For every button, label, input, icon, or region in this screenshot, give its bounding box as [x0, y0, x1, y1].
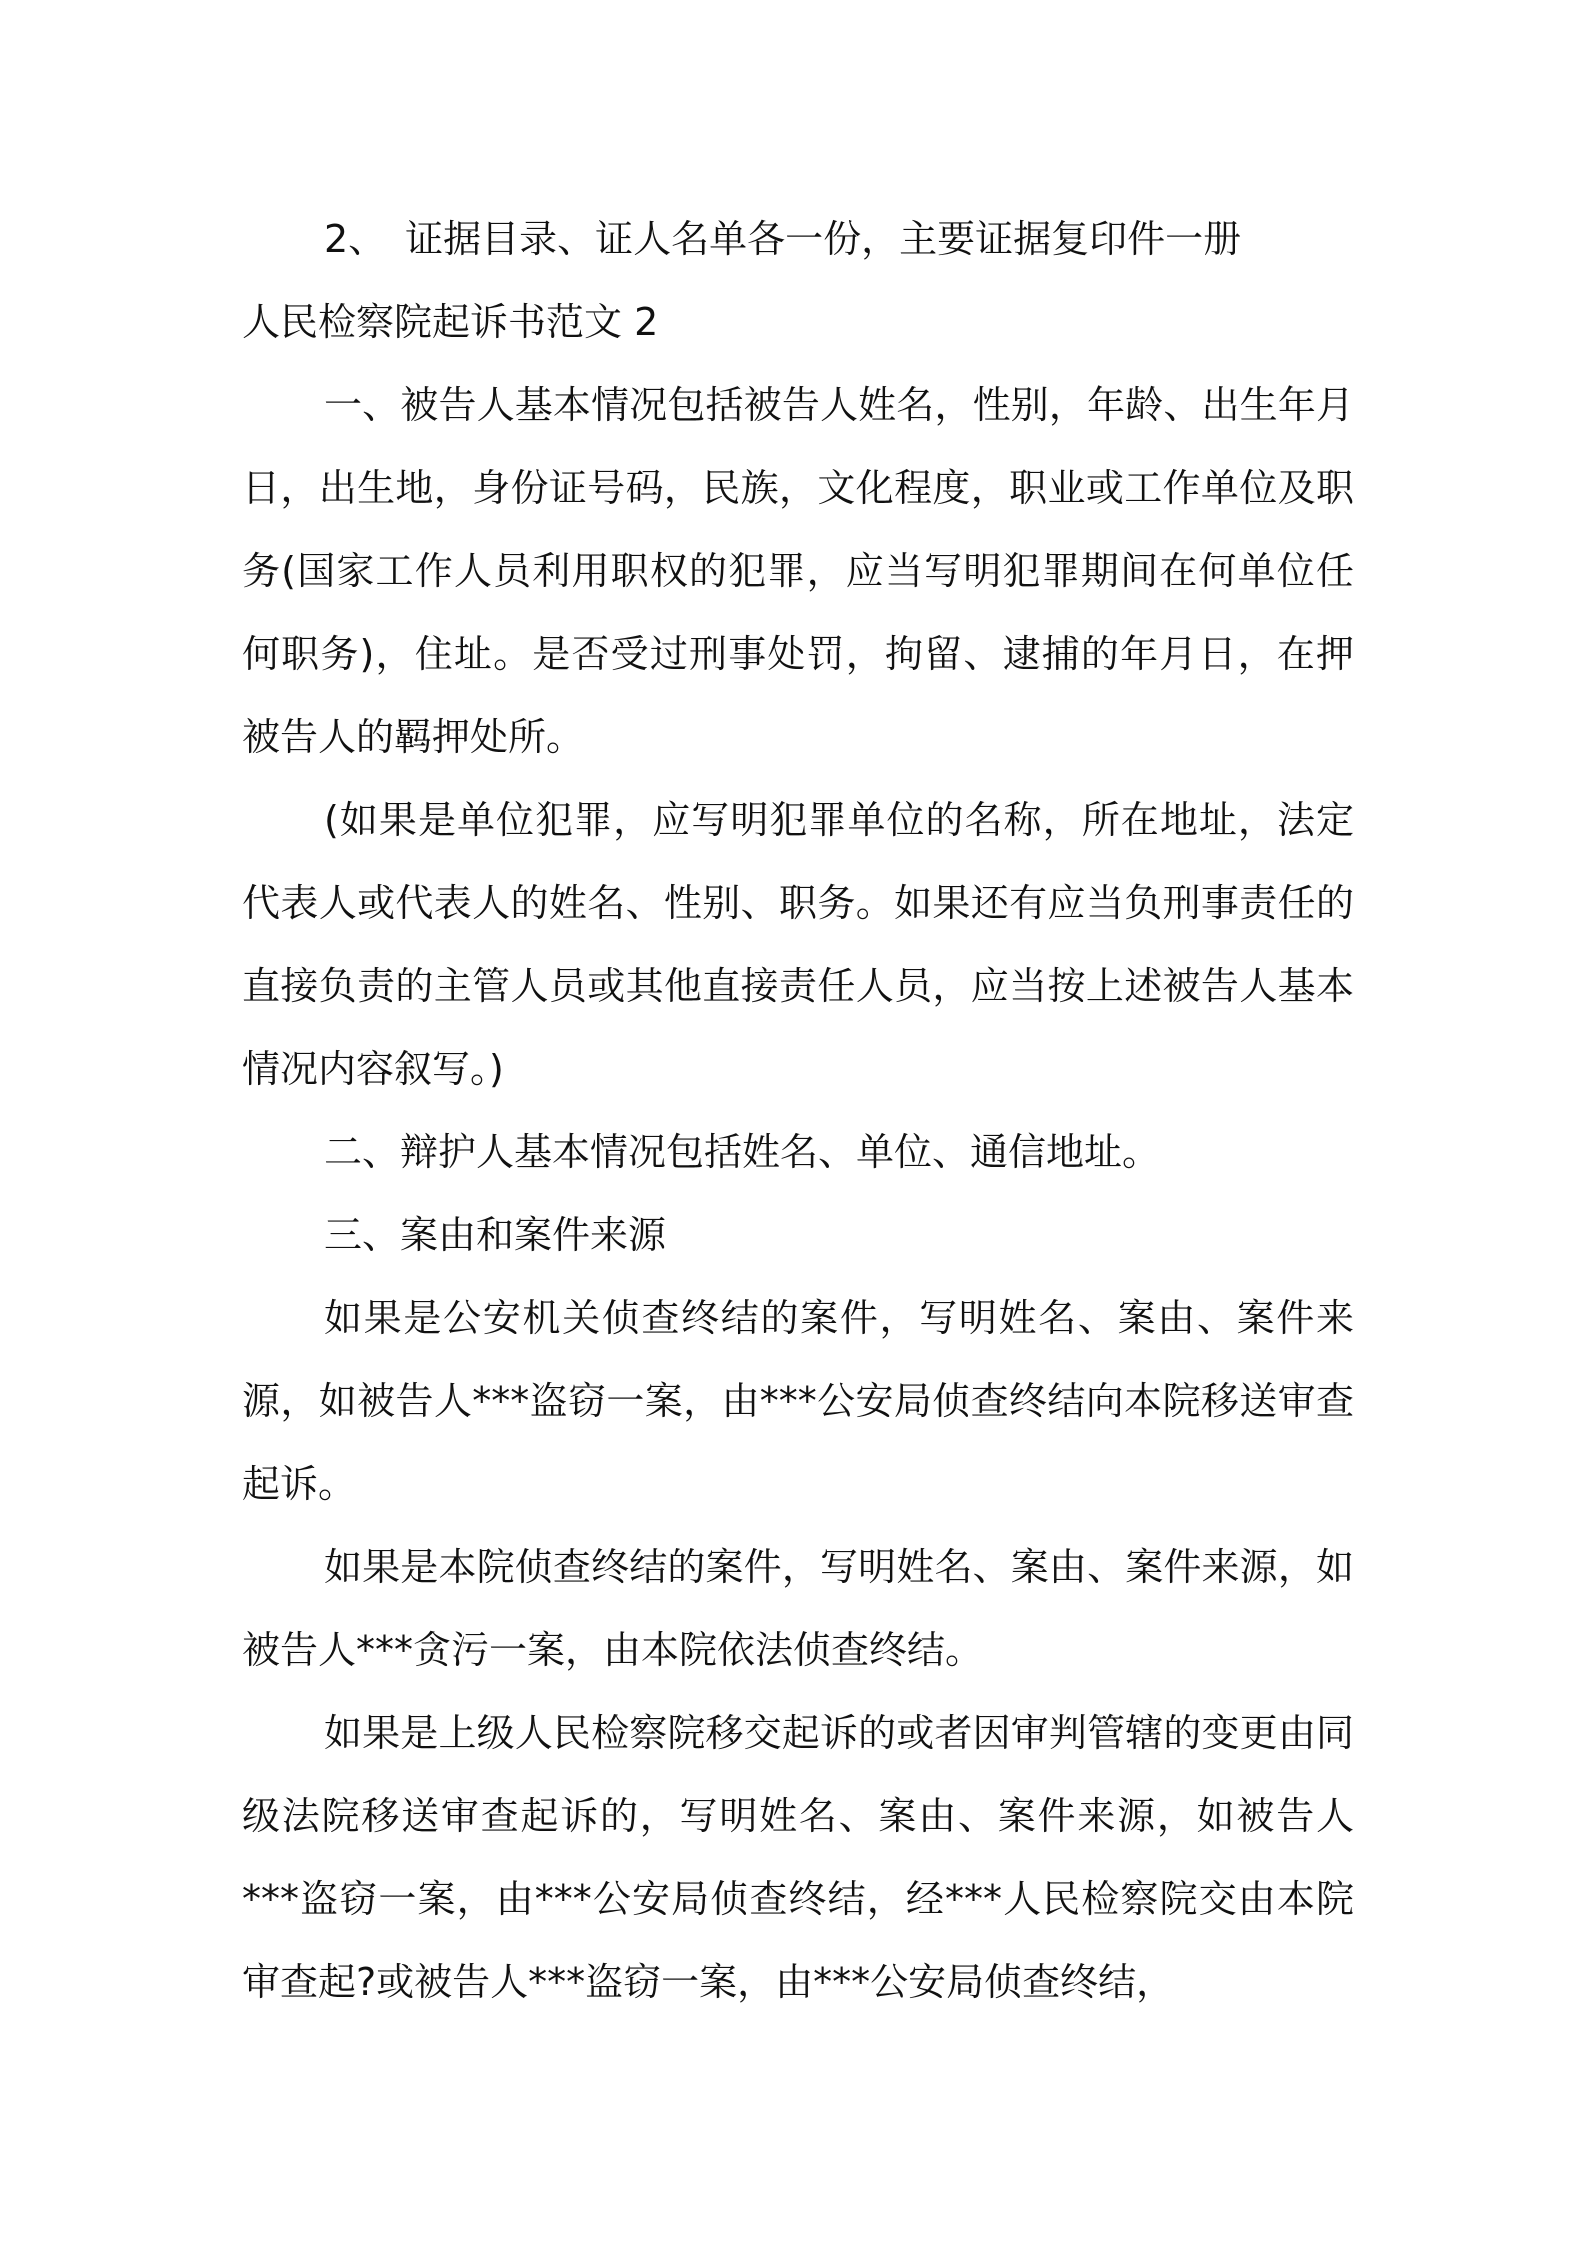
document-body: [242, 198, 1354, 2024]
attachment-item-2: 2、 证据目录、证人名单各一份，主要证据复印件一册: [324, 217, 1242, 261]
paragraph-case-heading: 三、案由和案件来源: [324, 1213, 667, 1257]
paragraph-defendant-info: 一、被告人基本情况包括被告人姓名，性别，年龄、出生年月日，出生地，身份证号码，民族，文化程度，职业或工作单位及职务(国家工作人员利用职权的犯罪，应当写明犯罪期间在何单位任何职务)，住址。是否受过刑事处罚，拘留、逮捕的年月日，在押被告人的羁押处所。: [242, 383, 1354, 759]
section-title: 人民检察院起诉书范文 2: [242, 300, 659, 344]
paragraph-police-case: 如果是公安机关侦查终结的案件，写明姓名、案由、案件来源，如被告人***盗窃一案，由***公安局侦查终结向本院移送审查起诉。: [242, 1296, 1354, 1506]
paragraph-defender-info: 二、辩护人基本情况包括姓名、单位、通信地址。: [324, 1130, 1161, 1174]
paragraph-procuratorate-case: 如果是本院侦查终结的案件，写明姓名、案由、案件来源，如被告人***贪污一案，由本院依法侦查终结。: [242, 1545, 1354, 1672]
paragraph-unit-crime-note: (如果是单位犯罪，应写明犯罪单位的名称，所在地址，法定代表人或代表人的姓名、性别、职务。如果还有应当负刑事责任的直接负责的主管人员或其他直接责任人员，应当按上述被告人基本情况内容叙写。): [242, 798, 1354, 1091]
paragraph-transferred-case: 如果是上级人民检察院移交起诉的或者因审判管辖的变更由同级法院移送审查起诉的，写明姓名、案由、案件来源，如被告人***盗窃一案，由***公安局侦查终结，经***人民检察院交由本院审查起?或被告人***盗窃一案，由***公安局侦查终结，: [242, 1711, 1354, 2004]
